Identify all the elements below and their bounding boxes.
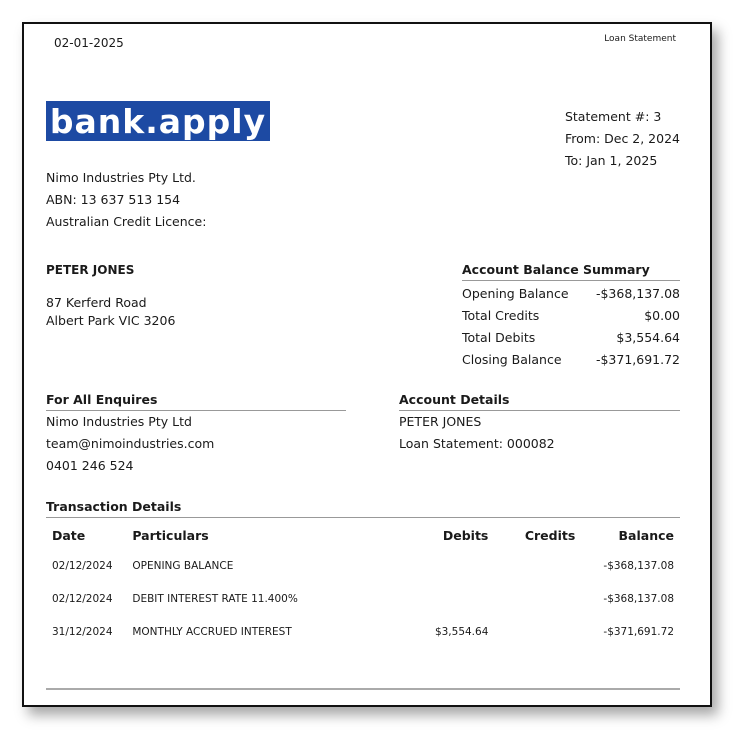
transaction-table bbox=[46, 522, 680, 648]
cell-date: 02/12/2024 bbox=[52, 559, 113, 572]
bank-logo-text: bank.apply bbox=[49, 101, 267, 141]
cell-debits bbox=[374, 549, 495, 582]
header-balance: Balance bbox=[618, 528, 674, 543]
header-credits: Credits bbox=[524, 528, 576, 543]
enquiries-section bbox=[46, 392, 346, 477]
cell-debits bbox=[374, 582, 495, 615]
cell-particulars: OPENING BALANCE bbox=[132, 559, 234, 572]
balance-summary-title: Account Balance Summary bbox=[462, 262, 680, 281]
statement-page bbox=[22, 22, 712, 707]
company-name: Nimo Industries Pty Ltd. bbox=[46, 170, 196, 185]
summary-row-value: -$368,137.08 bbox=[595, 286, 680, 301]
table-row bbox=[46, 615, 680, 648]
account-details-title: Account Details bbox=[399, 392, 680, 411]
table-row bbox=[46, 582, 680, 615]
cell-credits bbox=[494, 582, 581, 615]
summary-row-label: Closing Balance bbox=[462, 352, 562, 367]
company-licence: Australian Credit Licence: bbox=[46, 214, 207, 229]
bottom-divider bbox=[46, 688, 680, 690]
summary-row-value: -$371,691.72 bbox=[595, 352, 680, 367]
cell-date: 31/12/2024 bbox=[52, 625, 113, 638]
company-abn: ABN: 13 637 513 154 bbox=[46, 192, 181, 207]
statement-to: To: Jan 1, 2025 bbox=[564, 153, 658, 168]
summary-row-label: Total Debits bbox=[462, 330, 536, 345]
table-row bbox=[46, 549, 680, 582]
statement-info bbox=[565, 106, 680, 172]
customer-address bbox=[46, 294, 175, 330]
enquiries-company: Nimo Industries Pty Ltd bbox=[46, 414, 192, 429]
enquiries-email[interactable]: team@nimoindustries.com bbox=[46, 436, 215, 451]
account-details-section bbox=[399, 392, 680, 455]
account-holder-name: PETER JONES bbox=[399, 414, 482, 429]
header-debits: Debits bbox=[442, 528, 489, 543]
cell-credits bbox=[494, 615, 581, 648]
summary-row-value: $0.00 bbox=[644, 308, 680, 323]
transaction-header-row bbox=[46, 522, 680, 549]
cell-date: 02/12/2024 bbox=[52, 592, 113, 605]
transaction-details-title: Transaction Details bbox=[46, 499, 680, 518]
statement-number: Statement #: 3 bbox=[564, 109, 662, 124]
statement-from: From: Dec 2, 2024 bbox=[564, 131, 680, 146]
bank-logo bbox=[46, 101, 270, 141]
cell-balance: -$371,691.72 bbox=[603, 625, 674, 638]
enquiries-phone[interactable]: 0401 246 524 bbox=[46, 458, 134, 473]
customer-address-line2: Albert Park VIC 3206 bbox=[46, 313, 176, 328]
balance-summary bbox=[462, 262, 680, 371]
customer-name: PETER JONES bbox=[46, 263, 135, 277]
header-date: Date bbox=[52, 528, 86, 543]
summary-row-label: Opening Balance bbox=[462, 286, 569, 301]
summary-row-label: Total Credits bbox=[462, 308, 540, 323]
balance-summary-rows bbox=[462, 283, 680, 371]
header-particulars: Particulars bbox=[132, 528, 209, 543]
summary-row bbox=[462, 349, 680, 371]
cell-balance: -$368,137.08 bbox=[603, 592, 674, 605]
summary-row bbox=[462, 283, 680, 305]
document-type: Loan Statement bbox=[604, 34, 676, 44]
cell-particulars: MONTHLY ACCRUED INTEREST bbox=[132, 625, 292, 638]
summary-row-value: $3,554.64 bbox=[616, 330, 680, 345]
cell-debits: $3,554.64 bbox=[434, 625, 489, 638]
summary-row bbox=[462, 327, 680, 349]
enquiries-title: For All Enquires bbox=[46, 392, 346, 411]
company-info bbox=[46, 167, 206, 233]
account-statement-number: Loan Statement: 000082 bbox=[399, 436, 555, 451]
statement-date: 02-01-2025 bbox=[54, 36, 124, 50]
transaction-details-section bbox=[46, 499, 680, 648]
cell-credits bbox=[494, 549, 581, 582]
customer-address-line1: 87 Kerferd Road bbox=[46, 295, 147, 310]
cell-balance: -$368,137.08 bbox=[603, 559, 674, 572]
cell-particulars: DEBIT INTEREST RATE 11.400% bbox=[132, 592, 298, 605]
summary-row bbox=[462, 305, 680, 327]
